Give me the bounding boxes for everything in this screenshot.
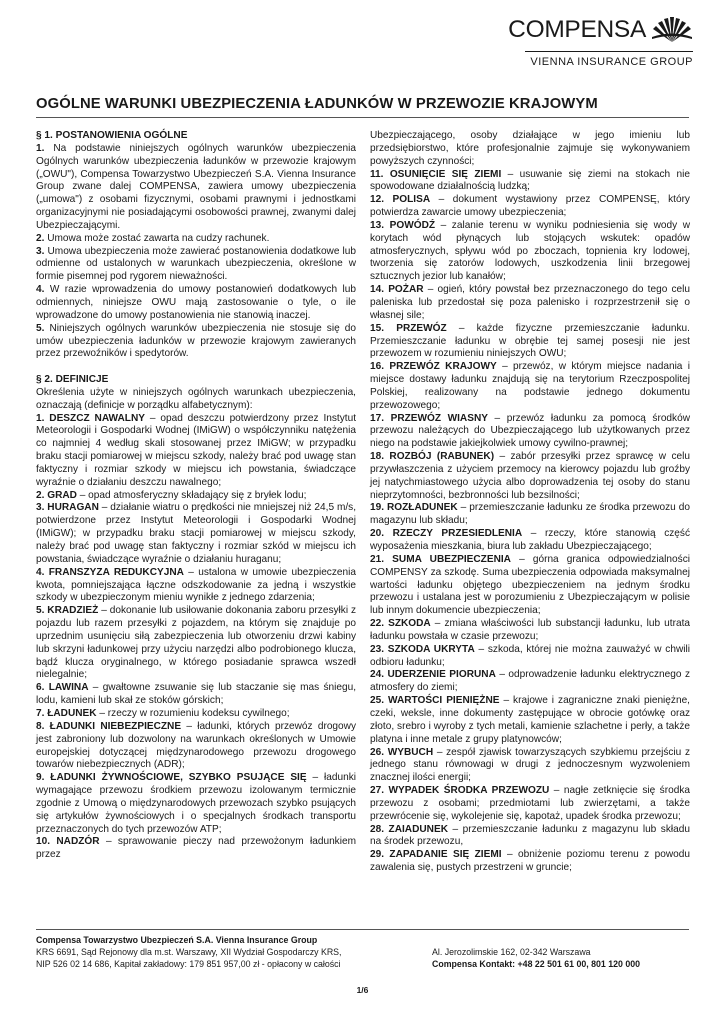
paragraph-text: – rzeczy, które stanowią część wyposażenia mieszkania, biura lub zakładu Ubezpieczającego; [370, 528, 690, 552]
definition-term: 14. POŻAR [370, 284, 424, 296]
definition-term: 1. [36, 142, 45, 154]
paragraph [370, 194, 690, 220]
definition-term: 26. WYBUCH [370, 746, 434, 758]
definition-term: 1. DESZCZ NAWALNY [36, 412, 145, 424]
paragraph-text: – przewóz ładunku za pomocą środków przewozu należących do Ubezpieczającego lub użytkowanych przez niego na podstawie jakiejkolwiek umowy cywilno-prawnej; [370, 412, 690, 450]
definition-term: 4. FRANSZYZA REDUKCYJNA [36, 566, 184, 578]
paragraph-text: – zespół zjawisk towarzyszących szybkiemu przejściu z jednego stanu równowagi w drugi z jednoczesnym wyzwoleniem znacznej ilości energii; [370, 746, 690, 784]
paragraph [36, 605, 356, 682]
definition-term: 21. SUMA UBEZPIECZENIA [370, 553, 511, 565]
paragraph [36, 323, 356, 362]
paragraph-text: – dokonanie lub usiłowanie dokonania zaboru przesyłki z pojazdu lub razem przesyłki z pojazdem, na którym się znajduje po uprzednim usunięciu siłą zabezpieczenia lub otworzeniu drzwi kabiny lub skrzyni ładunkowej przy użyciu narzędzi albo podrobionego klucza, bądź klucza oryginalnego, w którego posiadanie sprawca wszedł nielegalnie; [36, 605, 357, 681]
paragraph-text: Umowa ubezpieczenia może zawierać postanowienia dodatkowe lub odmienne od ustalonych w warunkach ubezpieczenia, określone w formie pisemnej pod rygorem nieważności. [36, 245, 356, 283]
paragraph-text: – ładunki wymagające przewozu środkiem przewozu izolowanym termicznie zgodnie z Umową o międzynarodowych przewozach szybko psujących się artykułów żywnościowych i o specjalnych środkach transportu przeznaczonych do tych przewozów ATP; [36, 772, 356, 835]
paragraph [370, 747, 690, 786]
paragraph [370, 554, 690, 618]
definition-term: 23. SZKODA UKRYTA [370, 643, 475, 655]
definition-term: 6. LAWINA [36, 682, 89, 694]
definition-term: 19. ROZŁADUNEK [370, 502, 458, 514]
definition-term: 2. [36, 232, 45, 244]
paragraph [36, 772, 356, 836]
paragraph [36, 836, 356, 862]
definition-term: 2. GRAD [36, 489, 77, 501]
left-column [36, 130, 356, 862]
paragraph [370, 502, 690, 528]
footer-contact-info [432, 946, 640, 970]
paragraph-text: – przemieszczanie ładunku z magazynu lub składu na środek przewozu, [370, 823, 690, 848]
document-title: OGÓLNE WARUNKI UBEZPIECZENIA ŁADUNKÓW W PRZEWOZIE KRAJOWYM [36, 96, 598, 112]
definition-term: 15. PRZEWÓZ [370, 322, 447, 334]
paragraph [36, 721, 356, 772]
paragraph [370, 695, 690, 746]
paragraph-text: – zalanie terenu w wyniku podniesienia się wody w korytach wód płynących lub stojących wskutek: opadów atmosferycznych, spływu wód po zboczach, topnienia kry lodowej, tworzenia się zatorów lodowych, uszkodzenia linii brzegowej sztucznych jezior lub kanałów; [370, 219, 690, 283]
footer-krs: KRS 6691, Sąd Rejonowy dla m.st. Warszawy, XII Wydział Gospodarczy KRS, [36, 947, 342, 958]
paragraph-text: – dokument wystawiony przez COMPENSĘ, który potwierdza zawarcie umowy ubezpieczenia; [370, 194, 690, 219]
definition-term: 11. OSUNIĘCIE SIĘ ZIEMI [370, 168, 502, 180]
definition-term: 10. NADZÓR [36, 836, 100, 848]
logo-divider [525, 51, 693, 52]
paragraph [36, 502, 356, 566]
definition-term: 16. PRZEWÓZ KRAJOWY [370, 361, 497, 373]
definition-term: 3. [36, 245, 45, 257]
paragraph [370, 413, 690, 452]
paragraph [36, 246, 356, 285]
definition-term: 8. ŁADUNKI NIEBEZPIECZNE [36, 720, 182, 732]
footer-address: Al. Jerozolimskie 162, 02-342 Warszawa [432, 947, 591, 957]
section-heading [36, 130, 356, 143]
definition-term: 17. PRZEWÓZ WIASNY [370, 412, 488, 424]
paragraph-text: – obniżenie poziomu terenu z powodu zawalenia się, pustych przestrzeni w gruncie; [370, 849, 690, 874]
footer-company-name: Compensa Towarzystwo Ubezpieczeń S.A. Vienna Insurance Group [36, 935, 318, 945]
definition-term: 9. ŁADUNKI ŻYWNOŚCIOWE, SZYBKO PSUJĄCE SIĘ [36, 772, 307, 784]
paragraph-text: – ustalona w umowie ubezpieczenia kwota, pomniejszająca łączne odszkodowanie za jedną i wszystkie szkody w ubezpieczonym mieniu wynikłe z jednego zdarzenia; [36, 566, 356, 604]
paragraph [370, 644, 690, 670]
paragraph-text: – górna granica odpowiedzialności COMPENSY za szkodę. Suma ubezpieczenia odpowiada maksymalnej wartości ładunku objętego ubezpieczeniem na jednym środku przewozu i ustalana jest w porozumieniu z Ubezpieczającym w polisie lub innym dokumencie ubezpieczenia; [370, 553, 690, 617]
heading-text: § 1. POSTANOWIENIA OGÓLNE [36, 130, 188, 141]
definition-term: 13. POWÓDŹ [370, 219, 436, 231]
definition-term: 28. ZAIADUNEK [370, 823, 448, 835]
definition-term: 3. HURAGAN [36, 502, 99, 514]
title-divider [36, 117, 689, 118]
definition-term: 24. UDERZENIE PIORUNA [370, 669, 496, 681]
definition-term: 18. ROZBÓJ (RABUNEK) [370, 451, 495, 463]
paragraph-text: Niniejszych ogólnych warunków ubezpieczenia nie stosuje się do umów ubezpieczenia ładunków w przewozie krajowym zawieranych przez przewoźników i spedytorów. [36, 322, 356, 360]
footer-company-info [36, 934, 341, 971]
paragraph [370, 284, 690, 323]
definition-term: 5. [36, 322, 45, 334]
definition-term: 25. WARTOŚCI PIENIĘŻNE [370, 695, 500, 707]
paragraph [370, 618, 690, 644]
paragraph [36, 682, 356, 708]
paragraph-text: – gwałtowne zsuwanie się lub staczanie się mas śniegu, lodu, kamieni lub skał ze stoków górskich; [36, 682, 356, 707]
paragraph-text: – działanie wiatru o prędkości nie mniejszej niż 24,5 m/s, potwierdzone przez Instytut Meteorologii i Gospodarki Wodnej (IMiGW); w przypadku braku stacji pomiarowej w miejscu szkody, należy brać pod uwagę stan faktyczny i rozmiar szkód w miejscu ich powstania, świadczące wyraźnie o działaniu huraganu; [36, 502, 357, 565]
paragraph-text: – każde fizyczne przemieszczanie ładunku. Przemieszczanie ładunku w obrębie tej samej posesji nie jest przewozem w rozumieniu niniejszych OWU; [370, 322, 690, 360]
right-column [370, 130, 690, 875]
heading-text: § 2. DEFINICJE [36, 374, 109, 386]
paragraph-text: – przemieszczanie ładunku ze środka przewozu do magazynu lub składu; [370, 502, 690, 527]
paragraph [36, 387, 356, 413]
paragraph [36, 413, 356, 490]
paragraph-text: Umowa może zostać zawarta na cudzy rachunek. [44, 232, 270, 244]
definition-term: 29. ZAPADANIE SIĘ ZIEMI [370, 849, 502, 861]
definition-term: 20. RZECZY PRZESIEDLENIA [370, 528, 523, 540]
footer-contact: Compensa Kontakt: +48 22 501 61 00, 801 120 000 [432, 959, 641, 970]
page-number: 1/6 [356, 985, 369, 995]
paragraph-text: – ładunki, których przewóz drogowy jest zabroniony lub dozwolony na warunkach określonych w Umowie europejskiej dotyczącej międzynarodowego przewozu drogowego towarów niebezpiecznych (ADR); [36, 720, 356, 771]
paragraph [36, 490, 356, 503]
paragraph-text: – ogień, który powstał bez przeznaczonego do tego celu paleniska lub przedostał się poza palenisko i rozprzestrzenił się o własnej sile; [370, 284, 690, 321]
paragraph [370, 130, 690, 169]
paragraph [36, 708, 356, 721]
definition-term: 12. POLISA [370, 194, 431, 206]
paragraph-text: – szkoda, której nie można zauważyć w chwili odbioru ładunku; [370, 643, 690, 668]
paragraph-text: Na podstawie niniejszych ogólnych warunków ubezpieczenia Ogólnych warunków ubezpieczenia ładunków w przewozie krajowym („OWU"), Compensa Towarzystwo Ubezpieczeń S.A. Vienna Insurance Group zwane dalej COMPENSA, zawiera umowy ubezpieczenia („umowa") z osobami fizycznymi, osobami prawnymi i jednostkami organizacyjnymi nie posiadającymi osobowości prawnej, zwanymi dalej Ubezpieczającymi. [36, 142, 356, 231]
brand-tagline: VIENNA INSURANCE GROUP [530, 56, 693, 68]
footer-divider [36, 929, 689, 930]
paragraph [36, 233, 356, 246]
paragraph [370, 785, 690, 824]
paragraph-text: – odprowadzenie ładunku elektrycznego z atmosfery do ziemi; [370, 669, 690, 694]
paragraph [370, 451, 690, 502]
paragraph [370, 849, 690, 875]
paragraph [36, 143, 356, 233]
paragraph-text: – opad atmosferyczny składający się z bryłek lodu; [76, 489, 307, 501]
paragraph [370, 220, 690, 284]
paragraph [370, 824, 690, 850]
paragraph-text: – krajowe i zagraniczne znaki pieniężne, czeki, weksle, inne dokumenty zastępujące w obrocie gotówkę oraz złoto, srebro i wyroby z tych metali, kamienie szlachetne i perły, a także platyna i inne metale z grupy platynowców; [370, 695, 690, 745]
paragraph [370, 169, 690, 195]
paragraph-text: – zabór przesyłki przez sprawcę w celu przywłaszczenia z użyciem przemocy na kierowcy pojazdu lub groźby jej natychmiastowego użycia albo doprowadzenia tej osoby do stanu nieprzytomności, bezbronności lub bezsilności; [370, 451, 690, 501]
paragraph-text: – rzeczy w rozumieniu kodeksu cywilnego; [96, 707, 290, 719]
paragraph [370, 361, 690, 412]
paragraph-text: Określenia użyte w niniejszych ogólnych warunkach ubezpieczenia, oznaczają (definicje w porządku alfabetycznym): [36, 386, 356, 411]
definition-term: 27. WYPADEK ŚRODKA PRZEWOZU [370, 785, 550, 797]
definition-term: 4. [36, 284, 45, 296]
paragraph-text: – przewóz, w którym miejsce nadania i miejsce dostawy ładunku znajdują się na terytorium Rzeczpospolitej Polskiej, realizowany na podstawie jednego dokumentu przewozowego; [370, 361, 690, 411]
compensa-shell-icon [651, 16, 693, 44]
footer-nip: NIP 526 02 14 686, Kapitał zakładowy: 179 851 957,00 zł - opłacony w całości [36, 959, 341, 970]
paragraph-text: – zmiana właściwości lub substancji ładunku, lub utrata ładunku powstała w czasie przewozu; [370, 618, 690, 642]
paragraph-text: – nagłe zetknięcie się środka przewozu z osobami; przedmiotami lub zwierzętami, a także przewrócenie się, wykolejenie się, kapotaż, upadek środka przewozu; [370, 785, 690, 822]
paragraph [370, 669, 690, 695]
paragraph-text: Ubezpieczającego, osoby działające w jego imieniu lub przedsiębiorstwo, które profesjonalnie zajmuje się wykonywaniem powyższych czynności; [370, 130, 690, 167]
definition-term: 5. KRADZIEŻ [36, 605, 99, 617]
paragraph-text: – sprawowanie pieczy nad przewożonym ładunkiem przez [36, 836, 356, 861]
paragraph [370, 528, 690, 554]
compensa-logo [453, 14, 693, 70]
paragraph-text: W razie wprowadzenia do umowy postanowień dodatkowych lub odmiennych, niniejsze OWU mają zastosowanie o tyle, o ile wprowadzone do umowy postanowienia nie stanowią inaczej. [36, 284, 356, 321]
definition-term: 22. SZKODA [370, 618, 431, 630]
paragraph [36, 567, 356, 606]
brand-name: COMPENSA [508, 16, 646, 43]
paragraph [36, 284, 356, 323]
definition-term: 7. ŁADUNEK [36, 707, 97, 719]
paragraph [370, 323, 690, 362]
section-heading [36, 374, 356, 387]
paragraph-text: – usuwanie się ziemi na stokach nie spowodowane działalnością ludzką; [370, 168, 690, 193]
paragraph-text: – opad deszczu potwierdzony przez Instytut Meteorologii i Gospodarki Wodnej (IMiGW) o współczynniku natężenia co najmniej 4 według skali stosowanej przez IMiGW; w przypadku braku stacji pomiarowej w miejscu szkody, należy brać pod uwagę stan faktyczny i rozmiar szkody w miejscu ich powstania, świadczące wyraźnie o działaniu deszczu nawalnego; [36, 412, 356, 488]
